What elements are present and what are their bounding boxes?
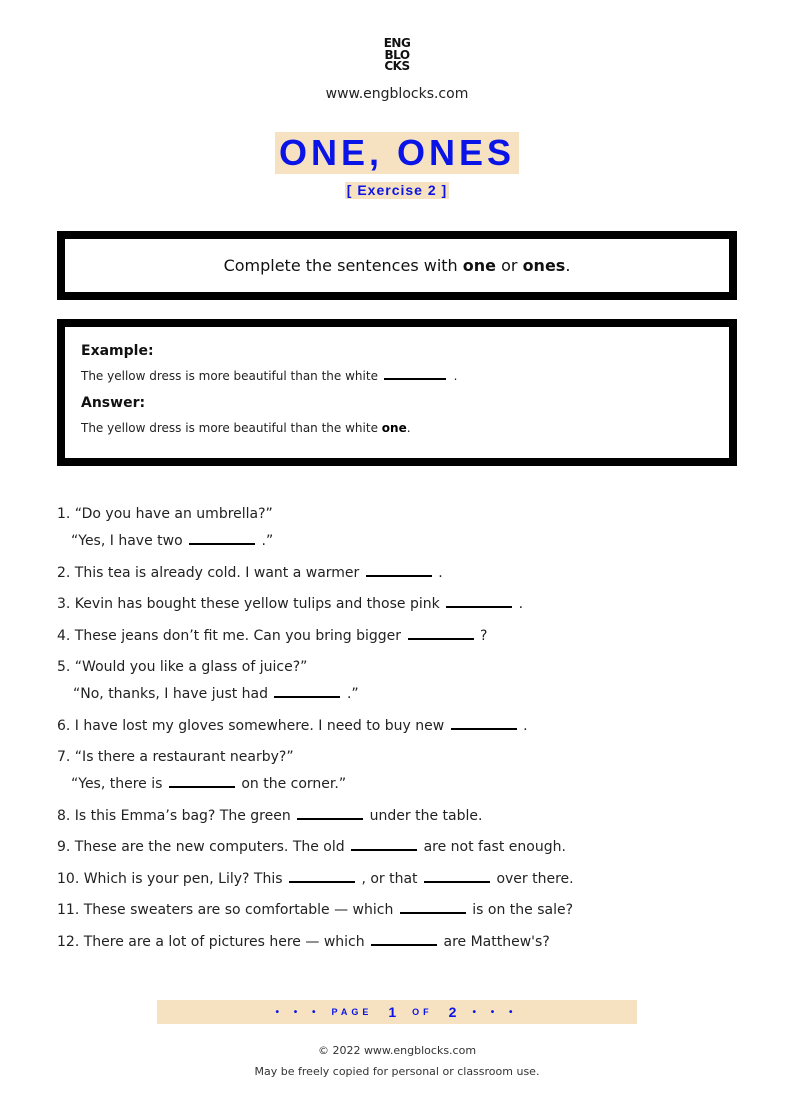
answer-blank[interactable] — [451, 718, 517, 730]
pager-dots-right: • • • — [472, 1006, 519, 1018]
instruction-box — [57, 231, 737, 300]
question-item: 4. These jeans don’t fit me. Can you bring bigger ? — [57, 628, 488, 644]
question-item: 7. “Is there a restaurant nearby?” — [57, 749, 294, 765]
answer-blank[interactable] — [351, 839, 417, 851]
engblocks-logo — [384, 38, 411, 73]
question-item: 1. “Do you have an umbrella?” — [57, 506, 273, 522]
answer-blank[interactable] — [189, 533, 255, 545]
copyright: © 2022 www.engblocks.com — [317, 1044, 477, 1057]
answer-blank[interactable] — [446, 596, 512, 608]
pager-total: 2 — [448, 1004, 457, 1020]
answer-blank[interactable] — [424, 871, 490, 883]
answer-blank[interactable] — [274, 686, 340, 698]
logo-line: CKS — [384, 59, 410, 73]
logo — [0, 38, 794, 74]
pager-current: 1 — [388, 1004, 397, 1020]
question-item: 12. There are a lot of pictures here — which are Matthew's? — [57, 934, 550, 950]
question-item: 3. Kevin has bought these yellow tulips and those pink . — [57, 596, 524, 612]
example-box — [57, 319, 737, 466]
question-item: 5. “Would you like a glass of juice?” — [57, 659, 308, 675]
example-label: Example: — [81, 343, 154, 359]
page-indicator — [157, 1000, 637, 1024]
pager-of-word: OF — [412, 1007, 433, 1017]
site-url[interactable]: www.engblocks.com — [325, 86, 469, 102]
question-item: “Yes, I have two .” — [71, 533, 274, 549]
question-item: “Yes, there is on the corner.” — [71, 776, 347, 792]
pager-dots-left: • • • — [275, 1006, 322, 1018]
question-item: 10. Which is your pen, Lily? This , or that over there. — [57, 871, 574, 887]
answer-blank[interactable] — [169, 776, 235, 788]
answer-sentence: The yellow dress is more beautiful than the white one. — [81, 421, 411, 435]
question-item: 9. These are the new computers. The old are not fast enough. — [57, 839, 566, 855]
question-item: 11. These sweaters are so comfortable — which is on the sale? — [57, 902, 574, 918]
question-item: 6. I have lost my gloves somewhere. I need to buy new . — [57, 718, 528, 734]
answer-blank[interactable] — [366, 565, 432, 577]
example-sentence: The yellow dress is more beautiful than the white . — [81, 369, 458, 383]
logo-line: BLO — [384, 47, 410, 62]
answer-label: Answer: — [81, 395, 146, 411]
pager-page-word: PAGE — [331, 1007, 373, 1017]
instruction-text: Complete the sentences with one or ones. — [223, 256, 571, 275]
answer-blank[interactable] — [371, 934, 437, 946]
answer-blank[interactable] — [408, 628, 474, 640]
question-item: 2. This tea is already cold. I want a warmer . — [57, 565, 443, 581]
usage-note: May be freely copied for personal or classroom use. — [254, 1065, 540, 1078]
answer-blank[interactable] — [289, 871, 355, 883]
page-title: ONE, ONES — [275, 132, 519, 174]
question-item: 8. Is this Emma’s bag? The green under the table. — [57, 808, 483, 824]
logo-line: ENG — [383, 36, 411, 50]
answer-blank[interactable] — [400, 902, 466, 914]
example-blank — [384, 370, 446, 380]
exercise-subtitle: [ Exercise 2 ] — [346, 182, 448, 198]
answer-blank[interactable] — [297, 808, 363, 820]
question-item: “No, thanks, I have just had .” — [73, 686, 359, 702]
